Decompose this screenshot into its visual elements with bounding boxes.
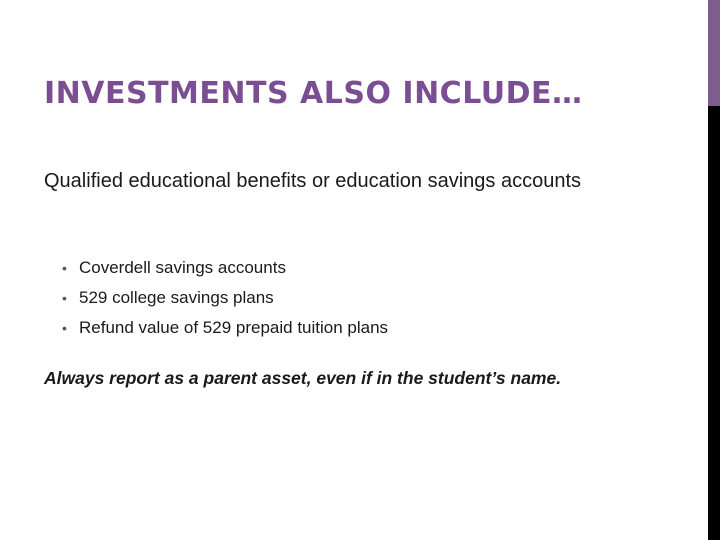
note-text: Always report as a parent asset, even if in the student’s name. [44, 368, 562, 388]
bullet-text: Refund value of 529 prepaid tuition plans [79, 318, 389, 337]
bullet-icon: • [62, 290, 67, 306]
bullet-icon: • [62, 320, 67, 336]
accent-bar-black [708, 106, 720, 540]
bullet-icon: • [62, 260, 67, 276]
accent-bar-purple [708, 0, 720, 106]
bullet-text: 529 college savings plans [79, 288, 274, 307]
list-item [62, 253, 388, 283]
list-item [62, 313, 388, 343]
bullet-list [62, 253, 388, 343]
slide-title: INVESTMENTS ALSO INCLUDE… [44, 76, 583, 111]
list-item [62, 283, 388, 313]
bullet-text: Coverdell savings accounts [79, 258, 286, 277]
body-text: Qualified educational benefits or education savings accounts [44, 170, 582, 192]
